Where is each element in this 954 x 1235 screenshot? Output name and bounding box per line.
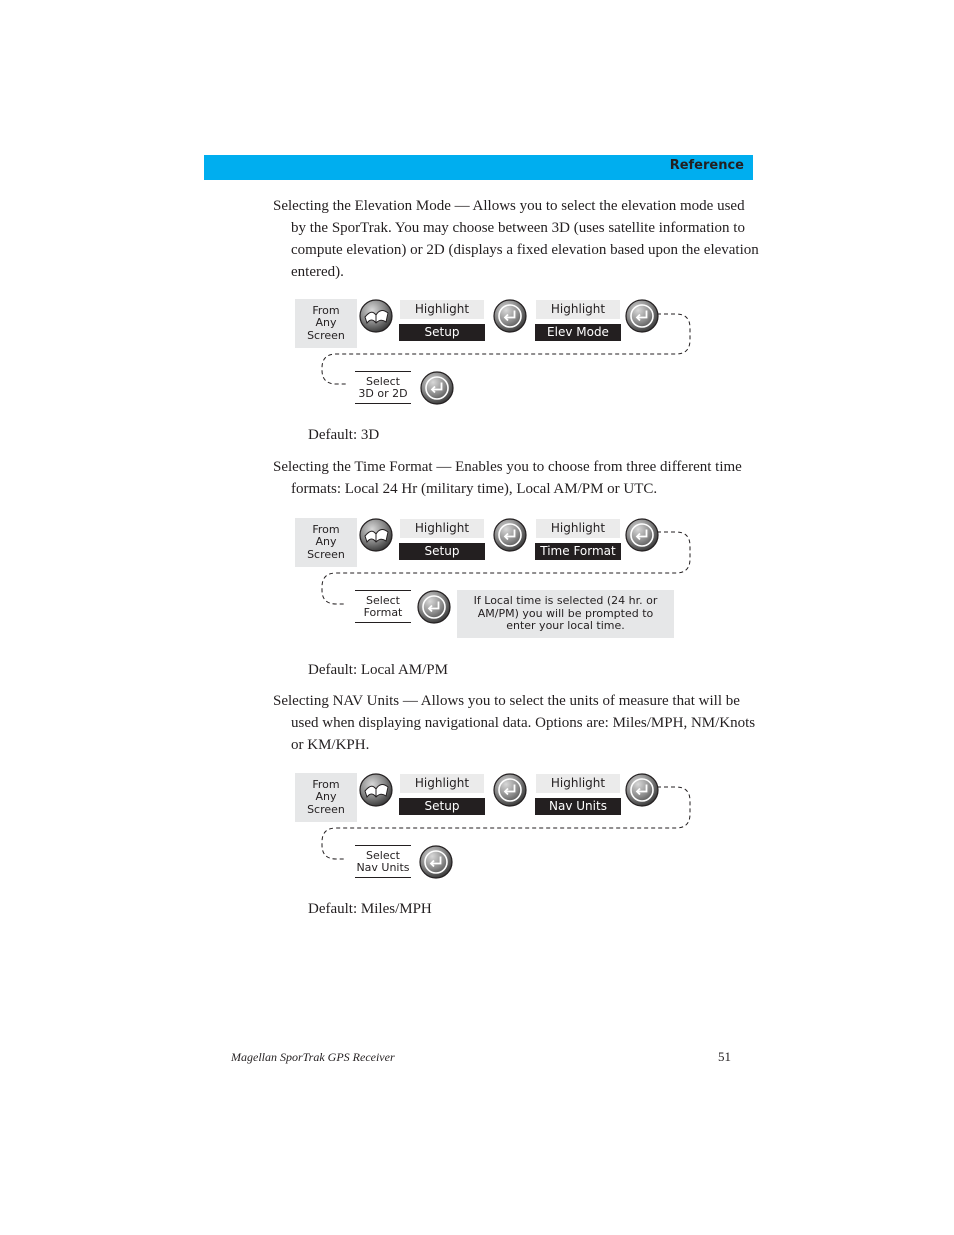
select-line-2: 3D or 2D <box>358 387 408 400</box>
elev-mode-value: Elev Mode <box>535 324 621 341</box>
highlight-label: Highlight <box>536 300 620 319</box>
select-line-2: Nav Units <box>356 861 410 874</box>
elevation-mode-term: Selecting the Elevation Mode <box>273 198 451 214</box>
elevation-default: Default: 3D <box>308 427 380 443</box>
select-line-1: Select <box>366 849 400 862</box>
from-line-2: Any <box>315 535 337 549</box>
nav-units-description: — Allows you to select the units of measure that will be used when displaying navigational data. Options are: Miles/MPH, NM/Knots or KM/KPH. <box>291 693 756 753</box>
from-line-1: From <box>312 303 340 317</box>
from-line-2: Any <box>315 790 337 804</box>
section-label: Reference <box>669 158 744 173</box>
setup-value: Setup <box>399 798 485 815</box>
enter-arrow-icon[interactable] <box>493 773 527 807</box>
footer-title: Magellan SporTrak GPS Receiver <box>231 1050 395 1064</box>
from-line-1: From <box>312 522 340 536</box>
highlight-label: Highlight <box>536 774 620 793</box>
from-line-1: From <box>312 777 340 791</box>
from-line-3: Screen <box>307 547 345 561</box>
nav-units-default: Default: Miles/MPH <box>308 901 432 917</box>
from-any-screen-box <box>295 773 357 822</box>
page-number: 51 <box>718 1049 731 1064</box>
from-line-3: Screen <box>307 328 345 342</box>
time-format-value: Time Format <box>535 543 621 560</box>
nav-units-term: Selecting NAV Units <box>273 693 400 709</box>
highlight-label: Highlight <box>400 300 484 319</box>
enter-arrow-icon[interactable] <box>419 845 453 879</box>
select-line-2: Format <box>363 606 403 619</box>
select-line-1: Select <box>366 594 400 607</box>
setup-value: Setup <box>399 324 485 341</box>
enter-arrow-icon[interactable] <box>625 773 659 807</box>
elevation-mode-description: — Allows you to select the elevation mode used by the SporTrak. You may choose between 3D (uses satellite information to compute elevation) or 2D (displays a fixed elevation based upon the elevation entered). <box>291 198 759 280</box>
select-nav-units-box <box>355 845 411 878</box>
from-line-3: Screen <box>307 802 345 816</box>
local-time-note-text: If Local time is selected (24 hr. or AM/PM) you will be prompted to enter your local time. <box>473 594 658 633</box>
time-format-term: Selecting the Time Format <box>273 459 433 475</box>
select-line-1: Select <box>366 375 400 388</box>
time-format-description: — Enables you to choose from three different time formats: Local 24 Hr (military time), Local AM/PM or UTC. <box>291 459 742 497</box>
setup-value: Setup <box>399 543 485 560</box>
highlight-label: Highlight <box>536 519 620 538</box>
time-format-default: Default: Local AM/PM <box>308 662 448 678</box>
highlight-label: Highlight <box>400 774 484 793</box>
nav-units-value: Nav Units <box>535 798 621 815</box>
highlight-label: Highlight <box>400 519 484 538</box>
from-line-2: Any <box>315 316 337 330</box>
menu-book-icon[interactable] <box>359 773 393 807</box>
